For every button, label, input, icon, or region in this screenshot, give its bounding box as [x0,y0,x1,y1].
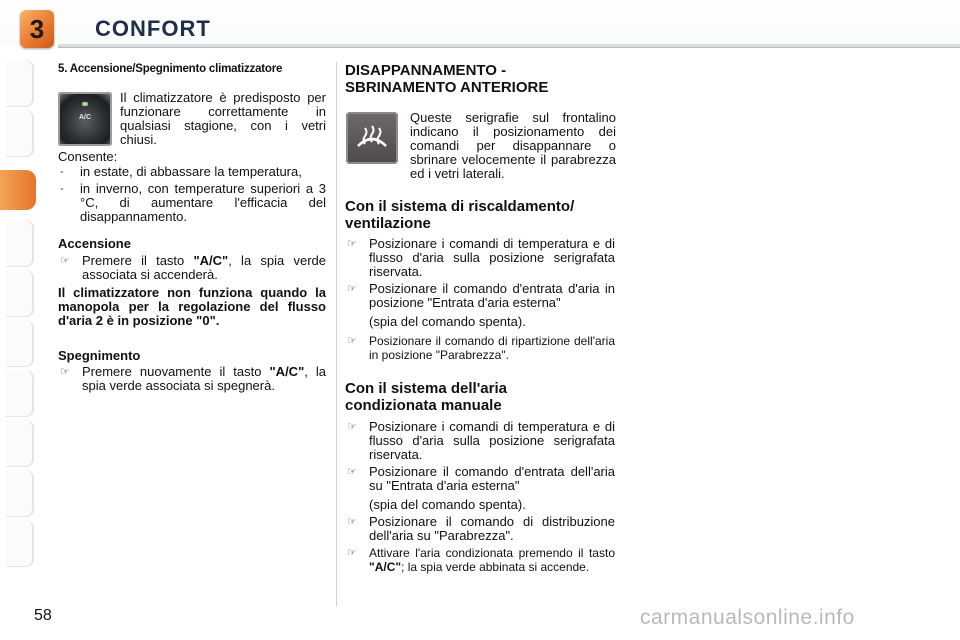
watermark-text: carmanualsonline.info [640,606,855,629]
pointing-hand-icon: ☞ [347,516,357,528]
pointing-hand-icon: ☞ [60,366,70,378]
list-item: ☞ Premere il tasto "A/C", la spia verde associata si accenderà. [60,253,326,282]
chapter-tab[interactable] [6,270,34,317]
section-heating-title: Con il sistema di riscaldamento/ ventilazione [345,198,575,232]
accensione-list [58,254,326,282]
list-note: (spia del comando spenta). [369,314,526,329]
list-item: ☞ Posizionare il comando di distribuzione dell'aria su "Parabrezza". [347,514,615,543]
chapter-tab[interactable] [6,370,34,417]
spegnimento-list [58,365,326,393]
column-divider [336,62,337,606]
defrost-title: DISAPPANNAMENTO - SBRINAMENTO ANTERIORE [345,62,549,96]
warning-text: Il climatizzatore non funziona quando la manopola per la regolazione del flusso d'aria 2 è in posizione "0". [58,285,326,328]
list-item: ☞ Posizionare il comando di ripartizione dell'aria in posizione "Parabrezza". [347,334,615,362]
list-item: ☞ Posizionare il comando d'entrata dell'aria su "Entrata d'aria esterna" [347,464,615,493]
accensione-title: Accensione [58,236,131,251]
list-item: ☞ Posizionare il comando d'entrata d'aria in posizione "Entrata d'aria esterna" [347,281,615,310]
chapter-tab[interactable] [6,320,34,367]
list-item: - in estate, di abbassare la temperatura, [60,164,302,179]
list-item: ☞ Attivare l'aria condizionata premendo il tasto "A/C"; la spia verde abbinata si accende. [347,546,615,574]
ac-button-label: A/C [78,114,92,121]
spegnimento-title: Spegnimento [58,348,141,363]
pointing-hand-icon: ☞ [347,466,357,478]
chapter-tab[interactable] [6,520,34,567]
pointing-hand-icon: ☞ [347,547,357,559]
pointing-hand-icon: ☞ [347,283,357,295]
chapter-tab[interactable] [6,110,34,157]
chapter-tab-active[interactable] [0,170,36,210]
ac-button-image [58,92,112,146]
chapter-title: CONFORT [95,16,211,41]
front-defrost-icon [346,112,398,164]
list-item: - in inverno, con temperature superiori a 3 °C, di aumentare l'efficacia del disappannamento. [60,181,326,224]
ac-intro-text: Il climatizzatore è predisposto per funzionare correttamente in qualsiasi stagione, con i vetri chiusi. [120,90,326,147]
chapter-tab[interactable] [6,220,34,267]
pointing-hand-icon: ☞ [347,335,357,347]
chapter-tab-strip [0,60,34,580]
chapter-number-badge: 3 [20,10,54,48]
chapter-tab[interactable] [6,470,34,517]
consente-label: Consente: [58,149,118,164]
chapter-tab[interactable] [6,60,34,107]
header-rule [58,44,960,48]
pointing-hand-icon: ☞ [347,238,357,250]
defrost-intro-text: Queste serigrafie sul frontalino indicano il posizionamento dei comandi per disappannare o sbrinare velocemente il parabrezza ed i vetri laterali. [410,110,616,181]
pointing-hand-icon: ☞ [60,255,70,267]
list-item: ☞ Posizionare i comandi di temperatura e di flusso d'aria sulla posizione serigrafata riservata. [347,236,615,279]
list-item: ☞ Premere nuovamente il tasto "A/C", la spia verde associata si spegnerà. [60,364,327,393]
consente-list [58,165,326,224]
page-number: 58 [34,607,52,624]
left-subheading: 5. Accensione/Spegnimento climatizzatore [58,63,283,75]
ac-steps-list [345,420,615,574]
chapter-tab[interactable] [6,420,34,467]
heating-steps-list [345,237,615,362]
list-item: ☞ Posizionare i comandi di temperatura e di flusso d'aria sulla posizione serigrafata riservata. [347,419,615,462]
list-note: (spia del comando spenta). [369,497,526,512]
green-led-icon [82,102,88,106]
pointing-hand-icon: ☞ [347,421,357,433]
section-ac-title: Con il sistema dell'aria condizionata manuale [345,380,507,414]
